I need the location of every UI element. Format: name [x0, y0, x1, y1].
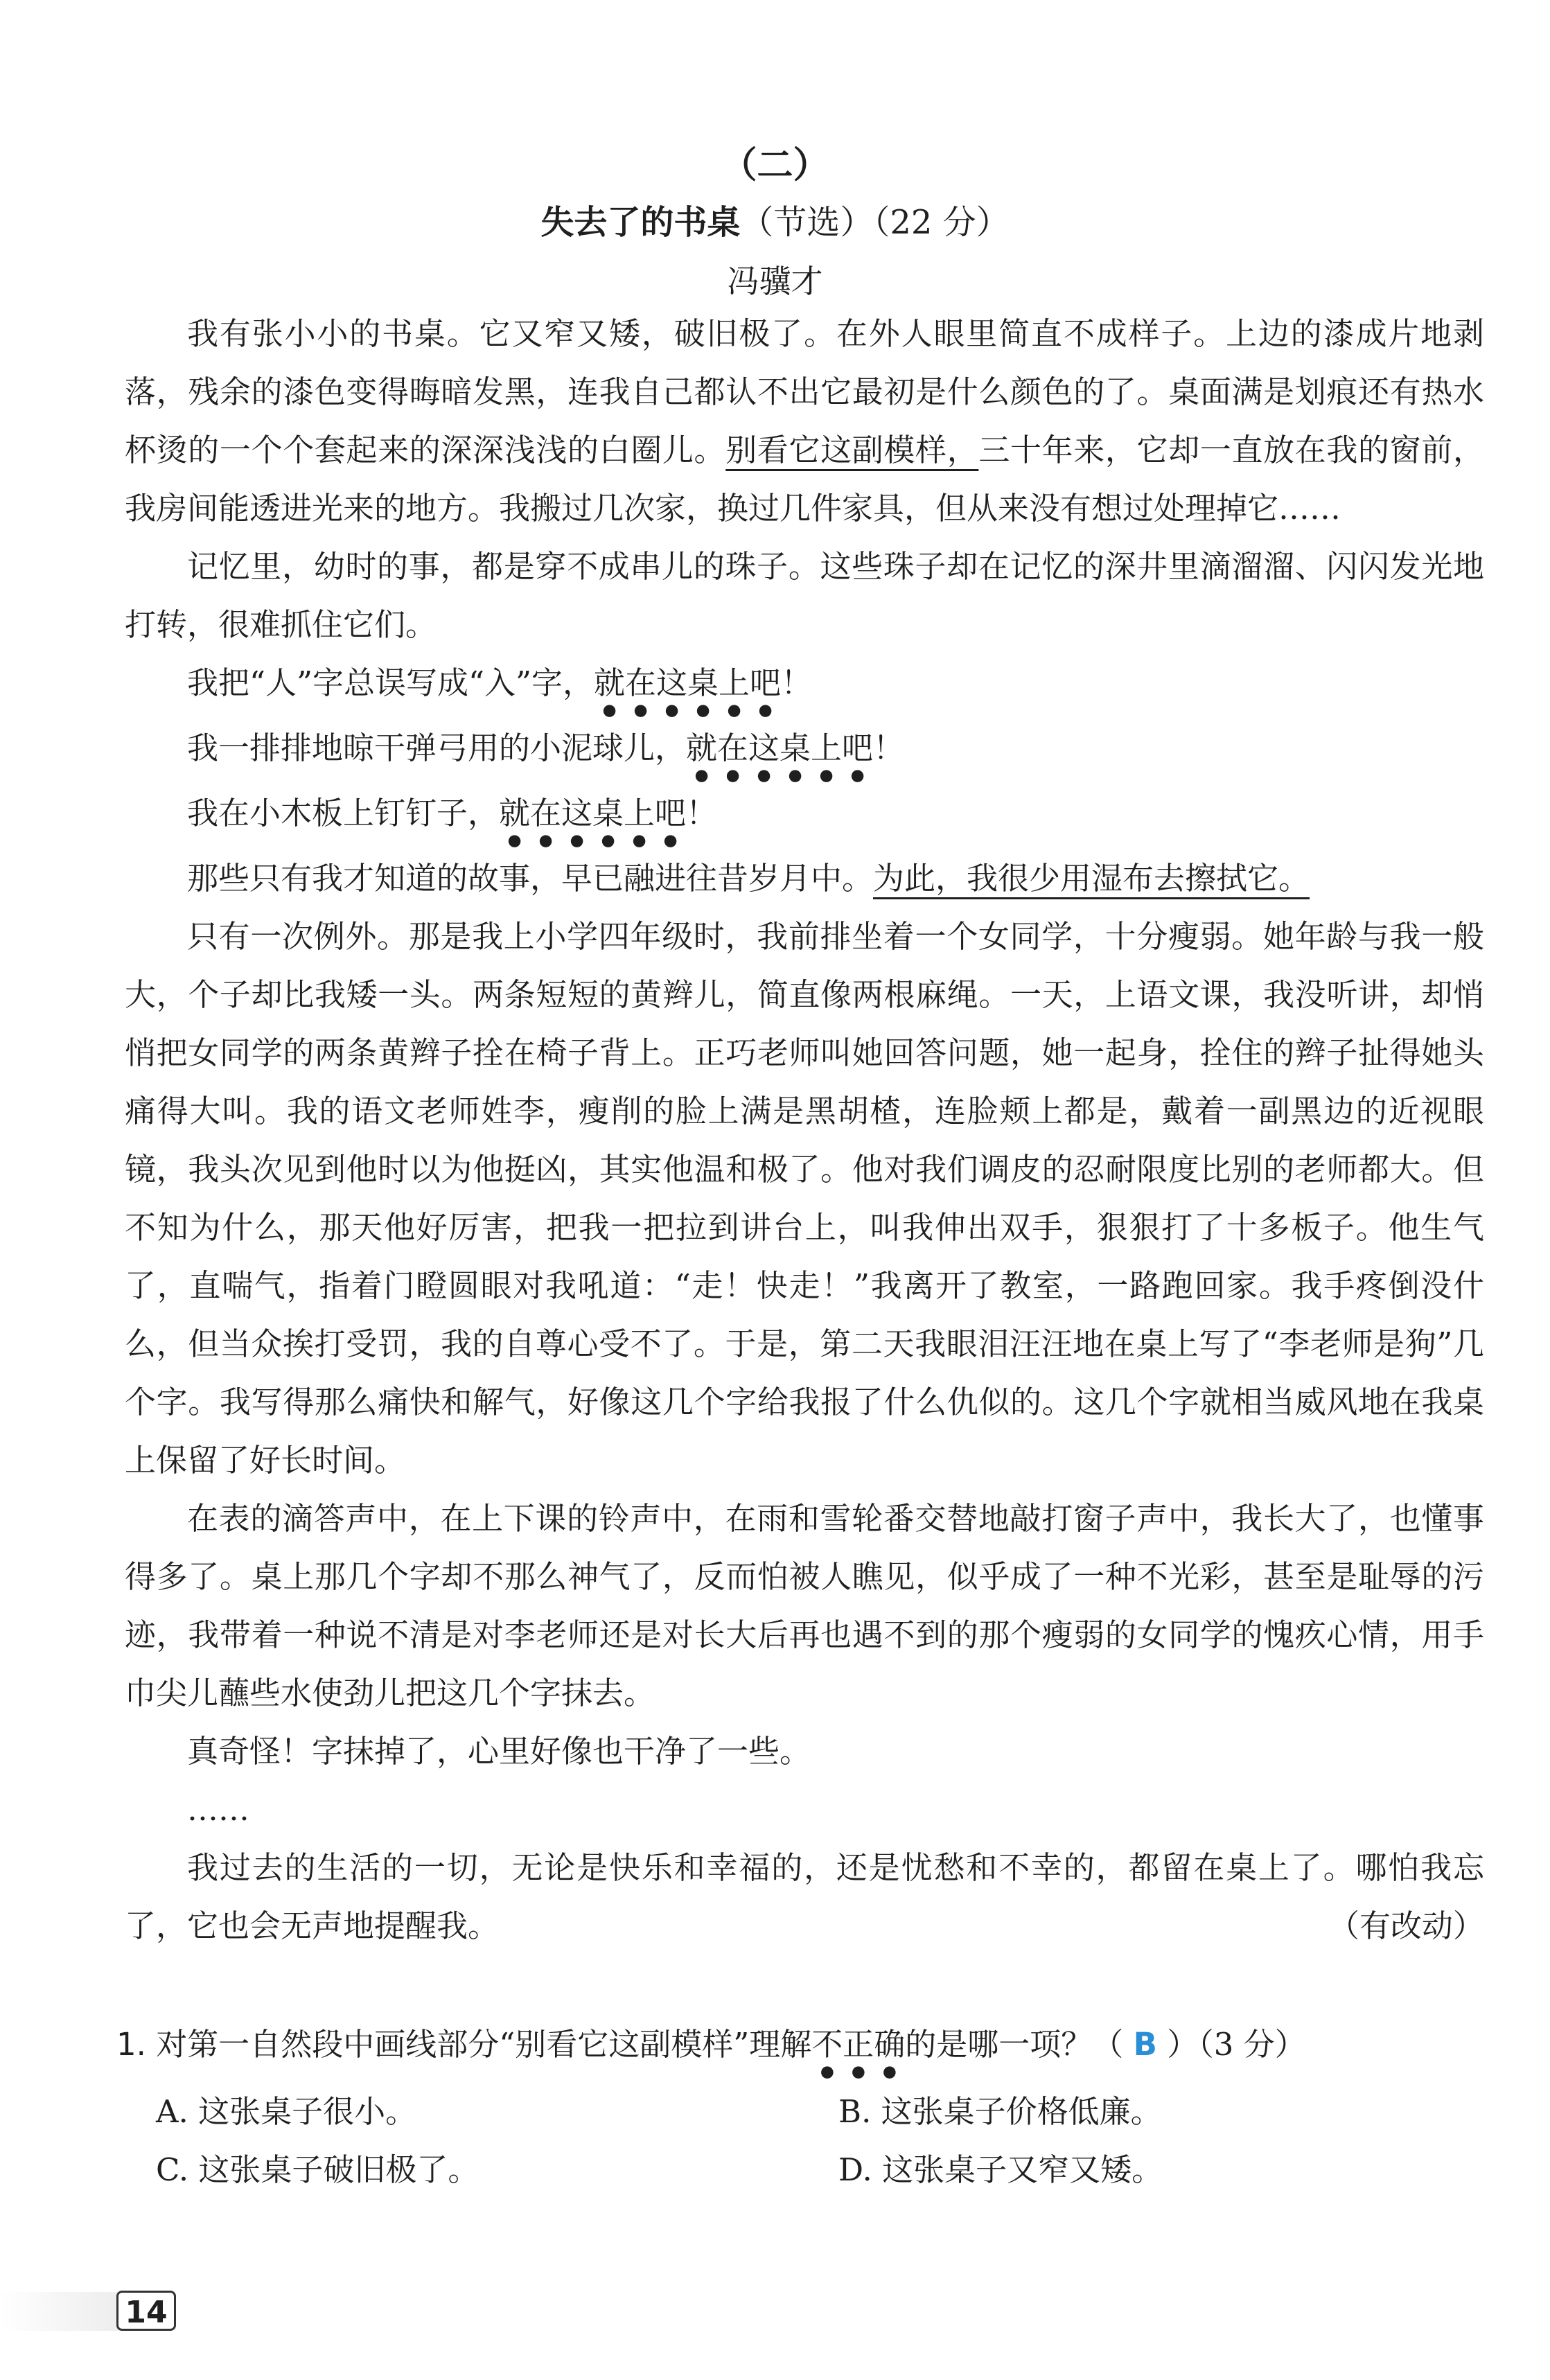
option-b: B. 这张桌子价格低廉。 — [838, 2093, 1162, 2130]
title-main: 失去了的书桌 — [540, 203, 741, 242]
paragraph-2: 记忆里，幼时的事，都是穿不成串儿的珠子。这些珠子却在记忆的深井里滴溜溜、闪闪发光地打转，很难抓住它们。 — [125, 548, 1484, 643]
section-heading: （二） — [721, 145, 829, 186]
answer-mark: B — [1133, 2026, 1157, 2063]
option-d: D. 这张桌子又窄又矮。 — [838, 2151, 1163, 2188]
dotted-phrase: 就在这桌上吧！ — [594, 664, 813, 701]
paragraph-4: 我一排排地晾干弹弓用的小泥球儿，就在这桌上吧！ — [187, 730, 905, 766]
paragraph-3: 我把“人”字总误写成“入”字，就在这桌上吧！ — [187, 664, 813, 701]
dotted-phrase: 就在这桌上吧！ — [499, 795, 718, 831]
dotted-keyword: 不正确 — [811, 2026, 906, 2063]
article-title — [0, 195, 1550, 243]
page-number: 14 — [116, 2291, 176, 2331]
dotted-phrase: 就在这桌上吧！ — [686, 730, 905, 766]
paragraph-ellipsis: …… — [187, 1791, 249, 1828]
question-1: 1. 对第一自然段中画线部分“别看它这副模样”理解不正确的是哪一项？（ B ）（3 分） — [116, 2026, 1306, 2063]
author: 冯骥才 — [727, 263, 823, 300]
paragraph-7: 只有一次例外。那是我上小学四年级时，我前排坐着一个女同学，十分瘦弱。她年龄与我一般大，个子却比我矮一头。两条短短的黄辫儿，简直像两根麻绳。一天，上语文课，我没听讲，却悄悄把女同学的两条黄辫子拴在椅子背上。正巧老师叫她回答问题，她一起身，拴住的辫子扯得她头痛得大叫。我的语文老师姓李，瘦削的脸上满是黑胡楂，连脸颊上都是，戴着一副黑边的近视眼镜，我头次见到他时以为他挺凶，其实他温和极了。他对我们调皮的忍耐限度比别的老师都大。但不知为什么，那天他好厉害，把我一把拉到讲台上，叫我伸出双手，狠狠打了十多板子。他生气了，直喘气，指着门瞪圆眼对我吼道：“走！快走！”我离开了教室，一路跑回家。我手疼倒没什么，但当众挨打受罚，我的自尊心受不了。于是，第二天我眼泪汪汪地在桌上写了“李老师是狗”几个字。我写得那么痛快和解气，好像这几个字给我报了什么仇似的。这几个字就相当威风地在我桌上保留了好长时间。 — [125, 918, 1484, 1479]
paragraph-5: 我在小木板上钉钉子，就在这桌上吧！ — [187, 795, 718, 831]
paragraph-8: 在表的滴答声中，在上下课的铃声中，在雨和雪轮番交替地敲打窗子声中，我长大了，也懂事得多了。桌上那几个字却不那么神气了，反而怕被人瞧见，似乎成了一种不光彩，甚至是耻辱的污迹，我带着一种说不清是对李老师还是对长大后再也遇不到的那个瘦弱的女同学的愧疚心情，用手巾尖儿蘸些水使劲儿把这几个字抹去。 — [125, 1500, 1484, 1711]
source-note: （有改动） — [1328, 1907, 1484, 1944]
question-number: 1. — [116, 2026, 146, 2063]
article-body — [125, 305, 1484, 1955]
title-sub: （节选）（22 分） — [740, 203, 1010, 242]
paragraph-11: 我过去的生活的一切，无论是快乐和幸福的，还是忧愁和不幸的，都留在桌上了。哪怕我忘了，它也会无声地提醒我。 （有改动） — [125, 1839, 1484, 1955]
option-c: C. 这张桌子破旧极了。 — [156, 2151, 479, 2188]
paragraph-6: 那些只有我才知道的故事，早已融进往昔岁月中。为此，我很少用湿布去擦拭它。 — [187, 860, 1310, 897]
underlined-phrase: 别看它这副模样， — [725, 432, 979, 468]
underlined-sentence: 为此，我很少用湿布去擦拭它。 — [873, 860, 1310, 897]
paragraph-9: 真奇怪！字抹掉了，心里好像也干净了一些。 — [187, 1733, 811, 1770]
option-a: A. 这张桌子很小。 — [156, 2093, 417, 2130]
paragraph-1: 我有张小小的书桌。它又窄又矮，破旧极了。在外人眼里简直不成样子。上边的漆成片地剥落，残余的漆色变得晦暗发黑，连我自己都认不出它最初是什么颜色的了。桌面满是划痕还有热水杯烫的一个个套起来的深深浅浅的白圈儿。别看它这副模样，三十年来，它却一直放在我的窗前，我房间能透进光来的地方。我搬过几次家，换过几件家具，但从来没有想过处理掉它…… — [125, 315, 1484, 527]
